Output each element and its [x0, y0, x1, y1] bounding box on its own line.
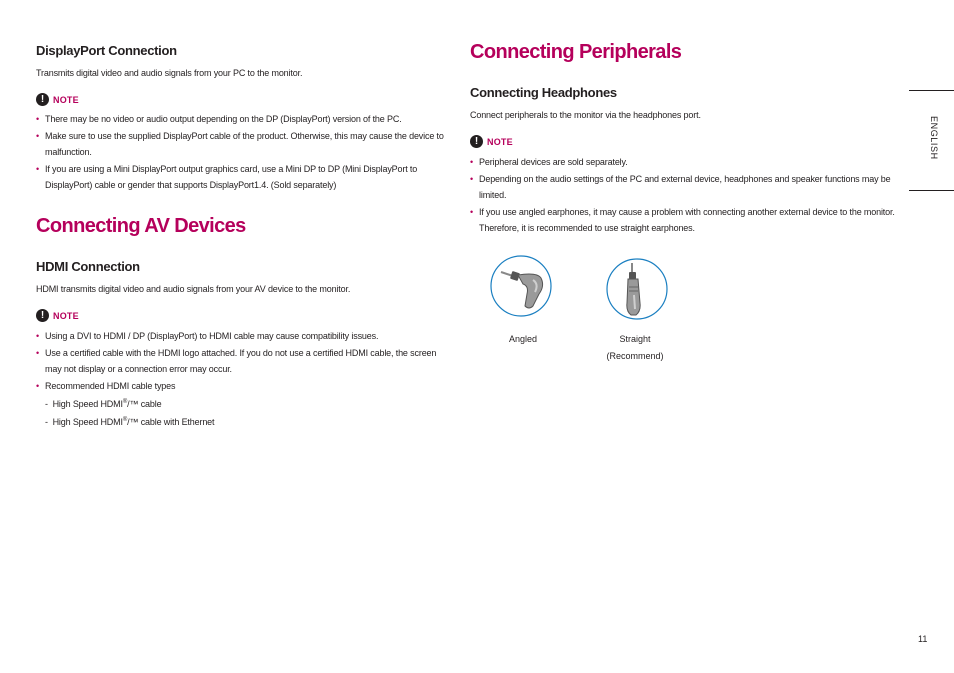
note-label: NOTE: [487, 136, 513, 147]
displayport-description: Transmits digital video and audio signals from your PC to the monitor.: [36, 68, 303, 78]
peripherals-title: Connecting Peripherals: [470, 41, 682, 63]
straight-plug-icon: [605, 257, 669, 321]
cable-type-item: - High Speed HDMI®/™ cable: [45, 399, 162, 409]
language-label: ENGLISH: [929, 116, 939, 160]
straight-caption: [585, 331, 685, 365]
note-label: NOTE: [53, 94, 79, 105]
dp-note-header: [36, 93, 79, 106]
list-item: • Peripheral devices are sold separately.: [470, 154, 895, 170]
straight-label: Straight: [619, 334, 651, 344]
divider: [909, 90, 954, 91]
list-item: • If you are using a Mini DisplayPort output graphics card, use a Mini DP to DP (Mini DisplayPort to DisplayPort) cable or gender that supports DisplayPort1.4. (Sold separately): [36, 161, 454, 193]
av-devices-title: Connecting AV Devices: [36, 215, 246, 237]
peripherals-note-header: [470, 135, 513, 148]
list-item: • Depending on the audio settings of the PC and external device, headphones and speaker functions may be limited.: [470, 171, 895, 203]
list-item: • Recommended HDMI cable types: [36, 378, 454, 394]
language-tab: [909, 90, 954, 191]
list-item: • Using a DVI to HDMI / DP (DisplayPort) to HDMI cable may cause compatibility issues.: [36, 328, 454, 344]
note-label: NOTE: [53, 310, 79, 321]
angled-caption: Angled: [508, 334, 538, 344]
angled-plug-icon: [489, 254, 553, 318]
straight-sublabel: (Recommend): [606, 351, 664, 361]
page-number: 11: [918, 634, 928, 644]
hdmi-note-list: [36, 328, 454, 395]
hdmi-note-header: [36, 309, 79, 322]
exclamation-icon: !: [36, 93, 49, 106]
dp-note-list: [36, 111, 454, 194]
hdmi-description: HDMI transmits digital video and audio signals from your AV device to the monitor.: [36, 284, 351, 294]
cable-type-item: - High Speed HDMI®/™ cable with Ethernet: [45, 417, 215, 427]
displayport-heading: DisplayPort Connection: [36, 43, 177, 58]
peripherals-note-list: [470, 154, 895, 237]
exclamation-icon: !: [36, 309, 49, 322]
hdmi-heading: HDMI Connection: [36, 259, 140, 274]
list-item: • If you use angled earphones, it may cause a problem with connecting another external device to the monitor. Therefore, it is recommended to use straight earphones.: [470, 204, 895, 236]
headphones-heading: Connecting Headphones: [470, 85, 617, 100]
list-item: • There may be no video or audio output depending on the DP (DisplayPort) version of the PC.: [36, 111, 454, 127]
list-item: • Use a certified cable with the HDMI logo attached. If you do not use a certified HDMI cable, the screen may not display or a connection error may occur.: [36, 345, 454, 377]
exclamation-icon: !: [470, 135, 483, 148]
divider: [909, 190, 954, 191]
headphones-description: Connect peripherals to the monitor via the headphones port.: [470, 110, 701, 120]
list-item: • Make sure to use the supplied DisplayPort cable of the product. Otherwise, this may cause the device to malfunction.: [36, 128, 454, 160]
